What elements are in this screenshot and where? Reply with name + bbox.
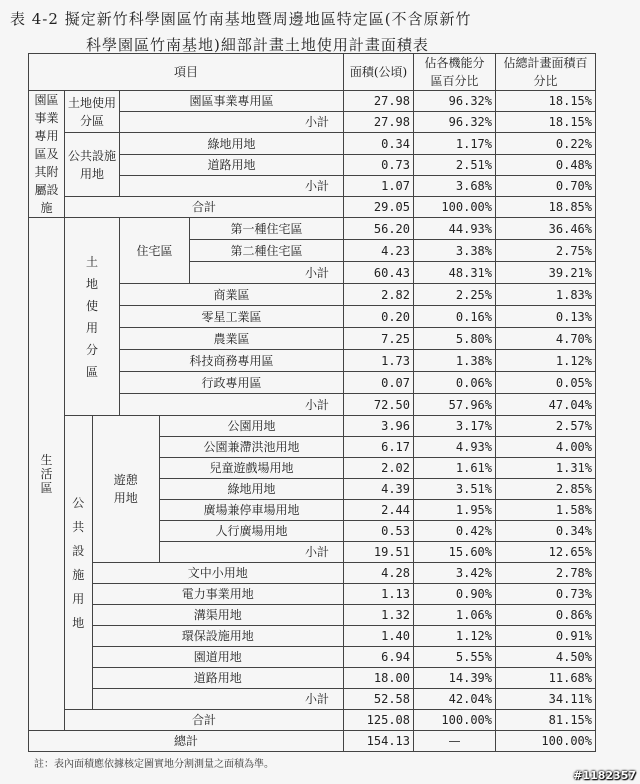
school-label: 文中小用地	[92, 563, 344, 584]
agri-area: 7.25	[344, 328, 414, 350]
park-flood-area: 6.17	[344, 437, 414, 458]
zone-sub2-pf: 57.96%	[414, 394, 496, 416]
industry-pt: 0.13%	[496, 306, 596, 328]
commercial-label: 商業區	[120, 284, 344, 306]
land-use-zone-text: 土地使用分區	[67, 95, 116, 128]
plaza-park-pt: 1.58%	[496, 500, 596, 521]
zone-sub-label: 小計	[120, 112, 344, 133]
park-zone-pf: 96.32%	[414, 91, 496, 112]
header-area: 面積(公頃)	[344, 54, 414, 91]
table-row	[29, 689, 596, 710]
industry-pf: 0.16%	[414, 306, 496, 328]
playground-pt: 1.31%	[496, 458, 596, 479]
res1-pf: 44.93%	[414, 218, 496, 240]
header-pct-func-text: 佔各機能分區百分比	[424, 56, 485, 88]
zone-sub-area: 27.98	[344, 112, 414, 133]
commercial-pf: 2.25%	[414, 284, 496, 306]
header-pct-total	[496, 54, 596, 91]
life-total-area: 125.08	[344, 710, 414, 731]
res-sub-area: 60.43	[344, 262, 414, 284]
res-sub-label: 小計	[190, 262, 344, 284]
table-row	[29, 668, 596, 689]
footnote: 註：表內面積應依據核定圖實地分割測量之面積為準。	[34, 759, 274, 770]
industry-area: 0.20	[344, 306, 414, 328]
land-zone2-text: 土地使用分區	[85, 254, 98, 379]
green2-pt: 2.85%	[496, 479, 596, 500]
rec-sub-pt: 12.65%	[496, 542, 596, 563]
canal-area: 1.32	[344, 605, 414, 626]
road1-area: 0.73	[344, 155, 414, 176]
greenway-area: 6.94	[344, 647, 414, 668]
tech-pf: 1.38%	[414, 350, 496, 372]
park-zone-area: 27.98	[344, 91, 414, 112]
grand-total-pf: —	[414, 731, 496, 752]
table-row	[29, 647, 596, 668]
env-area: 1.40	[344, 626, 414, 647]
env-pt: 0.91%	[496, 626, 596, 647]
res2-pf: 3.38%	[414, 240, 496, 262]
pub-sub1-pf: 3.68%	[414, 176, 496, 197]
canal-pf: 1.06%	[414, 605, 496, 626]
playground-area: 2.02	[344, 458, 414, 479]
grand-total-area: 154.13	[344, 731, 414, 752]
env-label: 環保設施用地	[92, 626, 344, 647]
land-zone2-label	[65, 218, 120, 416]
park-zone-pt: 18.15%	[496, 91, 596, 112]
park-group-text: 園區事業專用區及其附屬設施	[34, 93, 59, 215]
watermark: #1182357	[573, 769, 636, 782]
pub-sub1-area: 1.07	[344, 176, 414, 197]
zone-sub2-pt: 47.04%	[496, 394, 596, 416]
grand-total-pt: 100.00%	[496, 731, 596, 752]
life-zone-label	[29, 218, 65, 731]
rec-sub-area: 19.51	[344, 542, 414, 563]
canal-pt: 0.86%	[496, 605, 596, 626]
zone-sub2-label: 小計	[120, 394, 344, 416]
green2-pf: 3.51%	[414, 479, 496, 500]
park-total-pt: 18.85%	[496, 197, 596, 218]
road1-label: 道路用地	[120, 155, 344, 176]
canal-label: 溝渠用地	[92, 605, 344, 626]
table-row	[29, 563, 596, 584]
green-label: 綠地用地	[120, 133, 344, 155]
life-total-label: 合計	[65, 710, 344, 731]
zone-sub-pt: 18.15%	[496, 112, 596, 133]
road2-area: 18.00	[344, 668, 414, 689]
plaza-park-pf: 1.95%	[414, 500, 496, 521]
zone-sub2-area: 72.50	[344, 394, 414, 416]
plaza-park-area: 2.44	[344, 500, 414, 521]
pub-sub2-pt: 34.11%	[496, 689, 596, 710]
recreation-label	[92, 416, 160, 563]
life-total-pf: 100.00%	[414, 710, 496, 731]
park-total-pf: 100.00%	[414, 197, 496, 218]
park-label: 公園用地	[160, 416, 344, 437]
res2-pt: 2.75%	[496, 240, 596, 262]
public-fac2-text: 公共設施用地	[72, 495, 85, 630]
life-total-pt: 81.15%	[496, 710, 596, 731]
table-row	[29, 218, 596, 240]
res2-area: 4.23	[344, 240, 414, 262]
admin-area: 0.07	[344, 372, 414, 394]
park-flood-pt: 4.00%	[496, 437, 596, 458]
table-row	[29, 91, 596, 112]
pub-sub2-label: 小計	[92, 689, 344, 710]
admin-pt: 0.05%	[496, 372, 596, 394]
agri-pt: 4.70%	[496, 328, 596, 350]
public-fac-text: 公共設施用地	[67, 148, 116, 181]
res2-label: 第二種住宅區	[190, 240, 344, 262]
table-row	[29, 710, 596, 731]
commercial-area: 2.82	[344, 284, 414, 306]
res-sub-pt: 39.21%	[496, 262, 596, 284]
road2-pf: 14.39%	[414, 668, 496, 689]
road2-pt: 11.68%	[496, 668, 596, 689]
life-zone-text: 生活區	[40, 453, 53, 495]
commercial-pt: 1.83%	[496, 284, 596, 306]
table-title	[10, 6, 632, 58]
park-group-label	[29, 91, 65, 218]
table-row	[29, 605, 596, 626]
park-pt: 2.57%	[496, 416, 596, 437]
power-area: 1.13	[344, 584, 414, 605]
land-use-table	[28, 53, 596, 752]
agri-label: 農業區	[120, 328, 344, 350]
park-flood-label: 公園兼滯洪池用地	[160, 437, 344, 458]
public-fac2-label	[65, 416, 93, 710]
green2-label: 綠地用地	[160, 479, 344, 500]
title-line-1: 表 4-2 擬定新竹科學園區竹南基地暨周邊地區特定區(不含原新竹	[10, 10, 472, 28]
greenway-pf: 5.55%	[414, 647, 496, 668]
plaza-park-label: 廣場兼停車場用地	[160, 500, 344, 521]
table-row	[29, 731, 596, 752]
park-total-label: 合計	[65, 197, 344, 218]
ped-plaza-pt: 0.34%	[496, 521, 596, 542]
admin-label: 行政專用區	[120, 372, 344, 394]
road1-pf: 2.51%	[414, 155, 496, 176]
park-zone-label: 園區事業專用區	[120, 91, 344, 112]
greenway-label: 園道用地	[92, 647, 344, 668]
res-sub-pf: 48.31%	[414, 262, 496, 284]
school-pt: 2.78%	[496, 563, 596, 584]
header-row	[29, 54, 596, 91]
table-row	[29, 197, 596, 218]
zone-sub-pf: 96.32%	[414, 112, 496, 133]
pub-sub2-pf: 42.04%	[414, 689, 496, 710]
green-pt: 0.22%	[496, 133, 596, 155]
land-use-zone-label	[65, 91, 120, 133]
pub-sub1-pt: 0.70%	[496, 176, 596, 197]
industry-label: 零星工業區	[120, 306, 344, 328]
grand-total-label: 總計	[29, 731, 344, 752]
park-flood-pf: 4.93%	[414, 437, 496, 458]
env-pf: 1.12%	[414, 626, 496, 647]
power-label: 電力事業用地	[92, 584, 344, 605]
res1-area: 56.20	[344, 218, 414, 240]
title-line-2: 科學園區竹南基地)細部計畫土地使用計畫面積表	[86, 36, 429, 54]
ped-plaza-pf: 0.42%	[414, 521, 496, 542]
table-row	[29, 626, 596, 647]
res1-pt: 36.46%	[496, 218, 596, 240]
playground-label: 兒童遊戲場用地	[160, 458, 344, 479]
tech-area: 1.73	[344, 350, 414, 372]
admin-pf: 0.06%	[414, 372, 496, 394]
green-area: 0.34	[344, 133, 414, 155]
rec-sub-label: 小計	[160, 542, 344, 563]
header-pct-total-text: 佔總計畫面積百分比	[503, 56, 588, 88]
park-total-area: 29.05	[344, 197, 414, 218]
pub-sub1-label: 小計	[120, 176, 344, 197]
power-pt: 0.73%	[496, 584, 596, 605]
power-pf: 0.90%	[414, 584, 496, 605]
residential-label: 住宅區	[120, 218, 190, 284]
table-row	[29, 416, 596, 437]
park-area: 3.96	[344, 416, 414, 437]
pub-sub2-area: 52.58	[344, 689, 414, 710]
recreation-text: 遊憩用地	[113, 473, 138, 505]
table-row	[29, 133, 596, 155]
green-pf: 1.17%	[414, 133, 496, 155]
park-pf: 3.17%	[414, 416, 496, 437]
res1-label: 第一種住宅區	[190, 218, 344, 240]
road1-pt: 0.48%	[496, 155, 596, 176]
public-fac-label	[65, 133, 120, 197]
tech-label: 科技商務專用區	[120, 350, 344, 372]
greenway-pt: 4.50%	[496, 647, 596, 668]
header-pct-func	[414, 54, 496, 91]
header-item: 項目	[29, 54, 344, 91]
school-pf: 3.42%	[414, 563, 496, 584]
agri-pf: 5.80%	[414, 328, 496, 350]
road2-label: 道路用地	[92, 668, 344, 689]
table-row	[29, 584, 596, 605]
ped-plaza-label: 人行廣場用地	[160, 521, 344, 542]
green2-area: 4.39	[344, 479, 414, 500]
tech-pt: 1.12%	[496, 350, 596, 372]
playground-pf: 1.61%	[414, 458, 496, 479]
rec-sub-pf: 15.60%	[414, 542, 496, 563]
ped-plaza-area: 0.53	[344, 521, 414, 542]
school-area: 4.28	[344, 563, 414, 584]
